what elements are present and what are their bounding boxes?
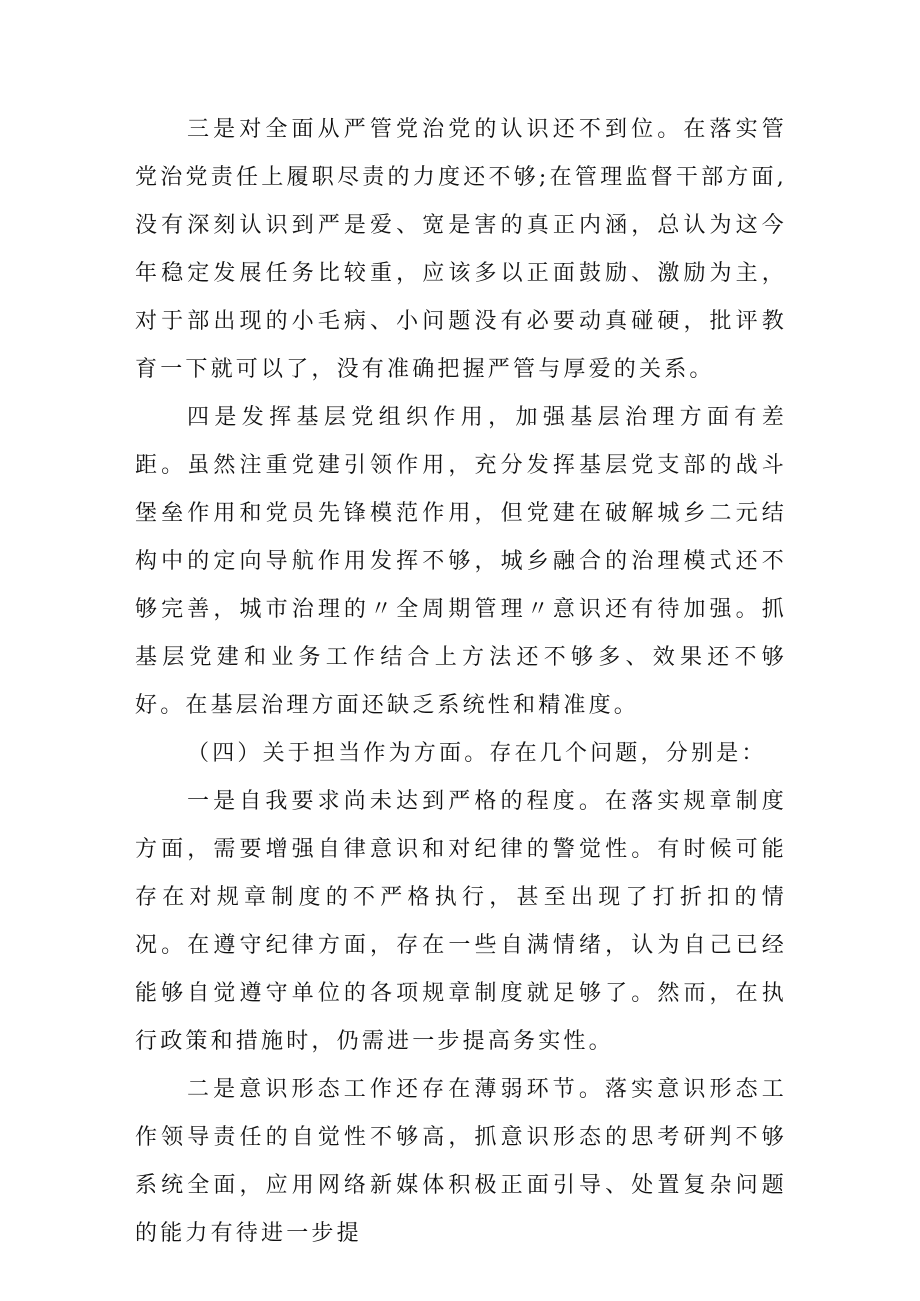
section-heading-four: （四）关于担当作为方面。存在几个问题，分别是： [187, 741, 767, 766]
paragraph-point-four: 四是发挥基层党组织作用，加强基层治理方面有差距。虽然注重党建引领作用，充分发挥基层党支部的战斗堡垒作用和党员先锋模范作用，但党建在破解城乡二元结构中的定向导航作用发挥不够，城乡融合的治理模式还不够完善，城市治理的〃全周期管理〃意识还有待加强。抓基层党建和业务工作结合上方法还不够多、效果还不够好。在基层治理方面还缺乏系统性和精准度。 [135, 405, 787, 718]
paragraph-point-three: 三是对全面从严管党治党的认识还不到位。在落实管党治党责任上履职尽责的力度还不够;在管理监督干部方面,没有深刻认识到严是爱、宽是害的真正内涵，总认为这今年稳定发展任务比较重，应该多以正面鼓励、激励为主，对于部出现的小毛病、小问题没有必要动真碰硬，批评教育一下就可以了，没有准确把握严管与厚爱的关系。 [135, 117, 787, 382]
paragraph-point-one: 一是自我要求尚未达到严格的程度。在落实规章制度方面，需要增强自律意识和对纪律的警觉性。有时候可能存在对规章制度的不严格执行，甚至出现了打折扣的情况。在遵守纪律方面，存在一些自满情绪，认为自己已经能够自觉遵守单位的各项规章制度就足够了。然而，在执行政策和措施时，仍需进一步提高务实性。 [135, 789, 787, 1054]
paragraph-point-two: 二是意识形态工作还存在薄弱环节。落实意识形态工作领导责任的自觉性不够高，抓意识形态的思考研判不够系统全面，应用网络新媒体积极正面引导、处置复杂问题的能力有待进一步提 [135, 1077, 787, 1246]
document-body [135, 106, 787, 1258]
